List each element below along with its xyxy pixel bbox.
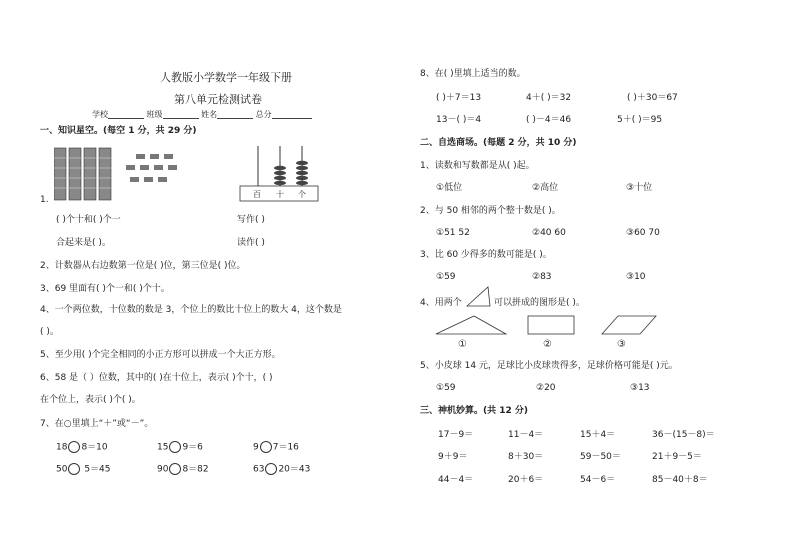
- calc-item: 44－4＝: [438, 475, 474, 485]
- q1-read: 读作( ): [237, 238, 265, 248]
- choice-option: ②20: [536, 383, 556, 393]
- field-school: 学校: [92, 110, 108, 119]
- q4-line1: 4、一个两位数，十位数的数是 3，个位上的数比十位上的数大 4，这个数是: [40, 305, 342, 315]
- shape-option-label: ②: [543, 339, 552, 350]
- section-2-heading: 二、自选商场。(每题 2 分，共 10 分): [420, 138, 577, 148]
- choice-q1: 1、读数和写数都是从( )起。: [420, 161, 535, 171]
- q2: 2、计数器从右边数第一位是( )位，第三位是( )位。: [40, 261, 246, 271]
- field-class: 班级: [146, 110, 163, 119]
- choice-option: ①51 52: [436, 228, 470, 238]
- triangle-icon: [466, 286, 492, 308]
- q7-item: 18 8＝10: [56, 442, 108, 453]
- field-name: 姓名: [201, 110, 218, 119]
- q6-line2: 在个位上，表示( )个( )。: [40, 395, 141, 405]
- calc-item: 54－6＝: [580, 475, 616, 485]
- q3: 3、69 里面有( )个一和( )个十。: [40, 284, 170, 294]
- choice-option: ②40 60: [532, 228, 566, 238]
- abacus-label-ones: 个: [298, 190, 306, 199]
- q7: 7、在○里填上“＋”或“－”。: [40, 419, 154, 429]
- field-score: 总分: [255, 110, 272, 119]
- q8-item: 13－( )＝4: [436, 115, 482, 125]
- choice-q5: 5、小皮球 14 元，足球比小皮球贵得多，足球价格可能是( )元。: [420, 361, 678, 371]
- q1-number: 1.: [40, 195, 49, 205]
- shape-option-label: ③: [617, 339, 626, 350]
- choice-option: ③13: [630, 383, 650, 393]
- calc-item: 20＋6＝: [508, 475, 544, 485]
- q7-item: 63 20＝43: [253, 464, 311, 475]
- page-title: 人教版小学数学一年级下册: [160, 71, 292, 84]
- section-3-heading: 三、神机妙算。(共 12 分): [420, 406, 529, 416]
- calc-item: 9＋9＝: [438, 452, 468, 462]
- section-1-heading: 一、知识星空。(每空 1 分，共 29 分): [40, 126, 197, 136]
- q8: 8、在( )里填上适当的数。: [420, 69, 526, 79]
- q1-write: 写作( ): [237, 215, 265, 225]
- q6-line1: 6、58 是（ ）位数，其中的( )在十位上，表示( )个十，( ): [40, 373, 273, 383]
- abacus-figure: [238, 144, 322, 204]
- q7-item: 50 5＝45: [56, 464, 111, 475]
- q5: 5、至少用( )个完全相同的小正方形可以拼成一个大正方形。: [40, 350, 281, 360]
- calc-item: 11－4＝: [508, 430, 544, 440]
- choice-option: ③10: [626, 272, 646, 282]
- calc-item: 21＋9－5＝: [652, 452, 702, 462]
- q8-item: 4＋( )＝32: [526, 93, 572, 103]
- choice-option: ②高位: [532, 183, 559, 193]
- q8-item: ( )＋7＝13: [436, 93, 482, 103]
- choice-q2: 2、与 50 相邻的两个整十数是( )。: [420, 206, 561, 216]
- calc-item: 36－(15－8)＝: [652, 430, 715, 440]
- calc-item: 8＋30＝: [508, 452, 544, 462]
- q8-item: ( )＋30＝67: [627, 93, 678, 103]
- single-blocks-figure: [124, 152, 180, 188]
- choice-q3: 3、比 60 少得多的数可能是( )。: [420, 250, 552, 260]
- choice-q4-suffix: 可以拼成的图形是( )。: [494, 298, 585, 308]
- choice-option: ①59: [436, 383, 456, 393]
- choice-option: ①59: [436, 272, 456, 282]
- calc-item: 59－50＝: [580, 452, 621, 462]
- q7-item: 90 8＝82: [157, 464, 209, 475]
- ten-sticks-figure: [54, 146, 114, 202]
- page-subtitle: 第八单元检测试卷: [174, 93, 262, 106]
- q1-tens-ones: ( )个十和( )个一: [56, 215, 121, 225]
- q7-item: 9 7＝16: [253, 442, 299, 453]
- choice-q4-prefix: 4、用两个: [420, 298, 462, 308]
- abacus-label-tens: 十: [276, 190, 284, 199]
- shape-option-label: ①: [458, 339, 467, 350]
- q4-line2: ( )。: [40, 327, 59, 337]
- q8-item: ( )－4＝46: [526, 115, 572, 125]
- abacus-label-hundreds: 百: [253, 190, 261, 199]
- calc-item: 85－40＋8＝: [652, 475, 708, 485]
- calc-item: 15＋4＝: [580, 430, 616, 440]
- info-fields: [92, 110, 312, 119]
- calc-item: 17－9＝: [438, 430, 474, 440]
- shape-options-figure: [434, 314, 684, 338]
- choice-option: ①低位: [436, 183, 463, 193]
- q8-item: 5＋( )＝95: [617, 115, 663, 125]
- q7-item: 15 9＝6: [157, 442, 203, 453]
- choice-option: ③十位: [626, 183, 653, 193]
- choice-option: ②83: [532, 272, 552, 282]
- q1-total: 合起来是( )。: [56, 238, 111, 248]
- choice-option: ③60 70: [626, 228, 660, 238]
